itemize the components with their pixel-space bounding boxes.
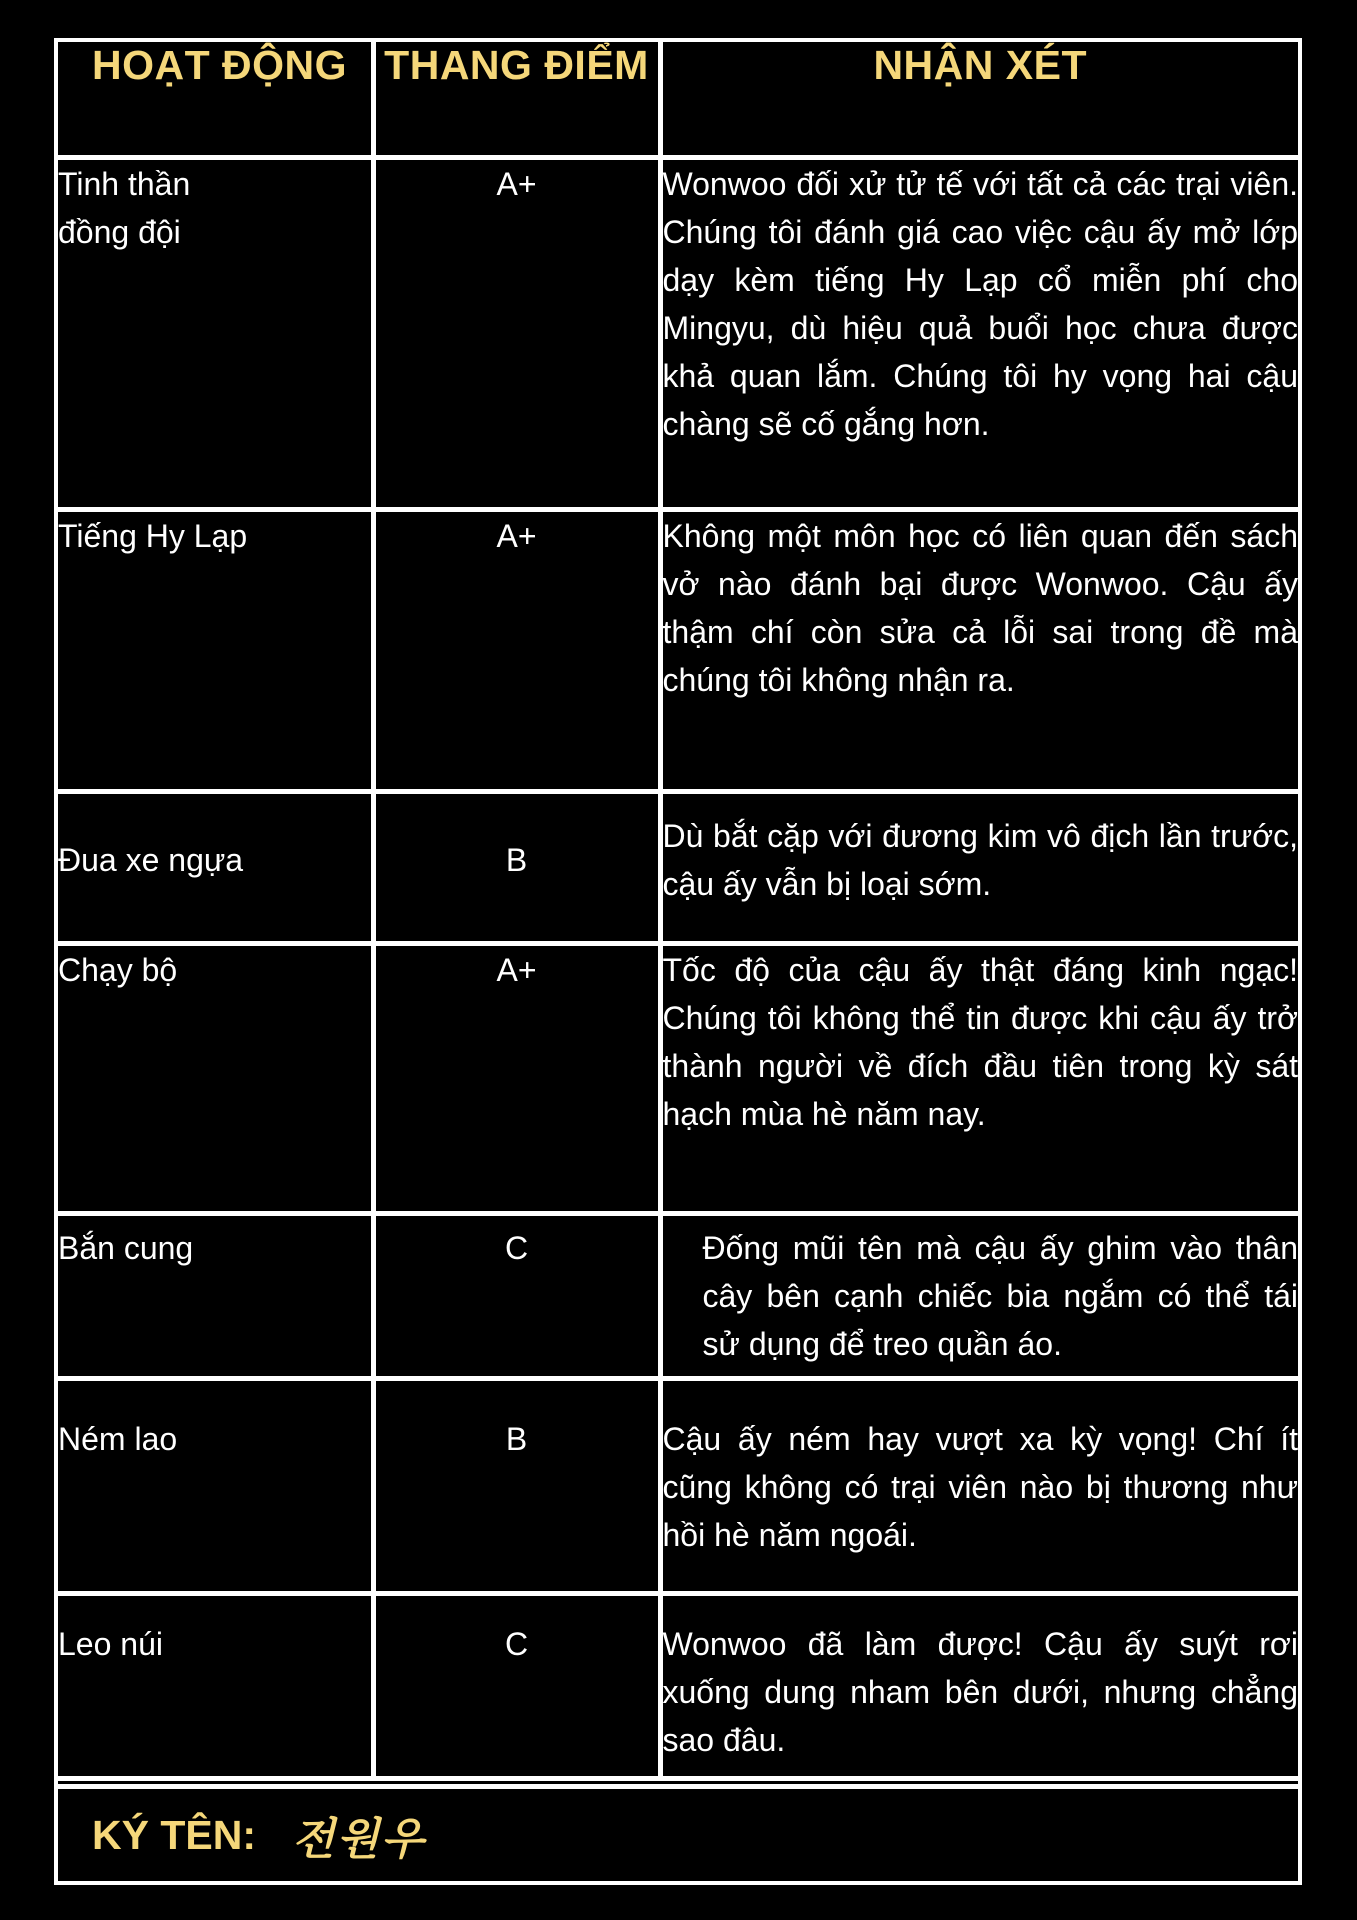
signature-mark: 전원우 bbox=[292, 1814, 426, 1865]
table-row bbox=[58, 1593, 1298, 1778]
header-activity: HOẠT ĐỘNG bbox=[58, 42, 373, 157]
grade-cell: A+ bbox=[373, 509, 660, 791]
header-grade: THANG ĐIỂM bbox=[373, 42, 660, 157]
activity-cell: Bắn cung bbox=[58, 1213, 373, 1378]
signature-label: KÝ TÊN: bbox=[92, 1811, 256, 1858]
comment-cell: Cậu ấy ném hay vượt xa kỳ vọng! Chí ít cũng không có trại viên nào bị thương như hồi hè năm ngoái. bbox=[660, 1378, 1298, 1593]
table-row bbox=[58, 509, 1298, 791]
comment-cell: Tốc độ của cậu ấy thật đáng kinh ngạc! Chúng tôi không thể tin được khi cậu ấy trở thành người về đích đầu tiên trong kỳ sát hạch mùa hè năm nay. bbox=[660, 943, 1298, 1213]
table-row bbox=[58, 1213, 1298, 1378]
grades-table bbox=[58, 42, 1298, 1781]
activity-cell: Tinh thần đồng đội bbox=[58, 157, 373, 509]
activity-cell: Ném lao bbox=[58, 1378, 373, 1593]
table-row bbox=[58, 157, 1298, 509]
grade-report bbox=[54, 38, 1302, 1885]
grade-cell: B bbox=[373, 791, 660, 943]
comment-cell: Wonwoo đối xử tử tế với tất cả các trại viên. Chúng tôi đánh giá cao việc cậu ấy mở lớp dạy kèm tiếng Hy Lạp cổ miễn phí cho Mingyu, dù hiệu quả buổi học chưa được khả quan lắm. Chúng tôi hy vọng hai cậu chàng sẽ cố gắng hơn. bbox=[660, 157, 1298, 509]
activity-cell: Leo núi bbox=[58, 1593, 373, 1778]
table-row bbox=[58, 943, 1298, 1213]
header-comment: NHẬN XÉT bbox=[660, 42, 1298, 157]
table-row bbox=[58, 791, 1298, 943]
comment-cell: Không một môn học có liên quan đến sách vở nào đánh bại được Wonwoo. Cậu ấy thậm chí còn sửa cả lỗi sai trong đề mà chúng tôi không nhận ra. bbox=[660, 509, 1298, 791]
comment-cell: Wonwoo đã làm được! Cậu ấy suýt rơi xuống dung nham bên dưới, nhưng chẳng sao đâu. bbox=[660, 1593, 1298, 1778]
grade-cell: A+ bbox=[373, 943, 660, 1213]
activity-cell: Đua xe ngựa bbox=[58, 791, 373, 943]
table-header-row bbox=[58, 42, 1298, 157]
grade-cell: C bbox=[373, 1213, 660, 1378]
comment-cell: Dù bắt cặp với đương kim vô địch lần trước, cậu ấy vẫn bị loại sớm. bbox=[660, 791, 1298, 943]
grade-cell: A+ bbox=[373, 157, 660, 509]
activity-cell: Tiếng Hy Lạp bbox=[58, 509, 373, 791]
grade-cell: C bbox=[373, 1593, 660, 1778]
grade-cell: B bbox=[373, 1378, 660, 1593]
activity-cell: Chạy bộ bbox=[58, 943, 373, 1213]
comment-cell: Đống mũi tên mà cậu ấy ghim vào thân cây bên cạnh chiếc bia ngắm có thể tái sử dụng để treo quần áo. bbox=[660, 1213, 1298, 1378]
signature-row bbox=[58, 1784, 1298, 1881]
table-row bbox=[58, 1378, 1298, 1593]
